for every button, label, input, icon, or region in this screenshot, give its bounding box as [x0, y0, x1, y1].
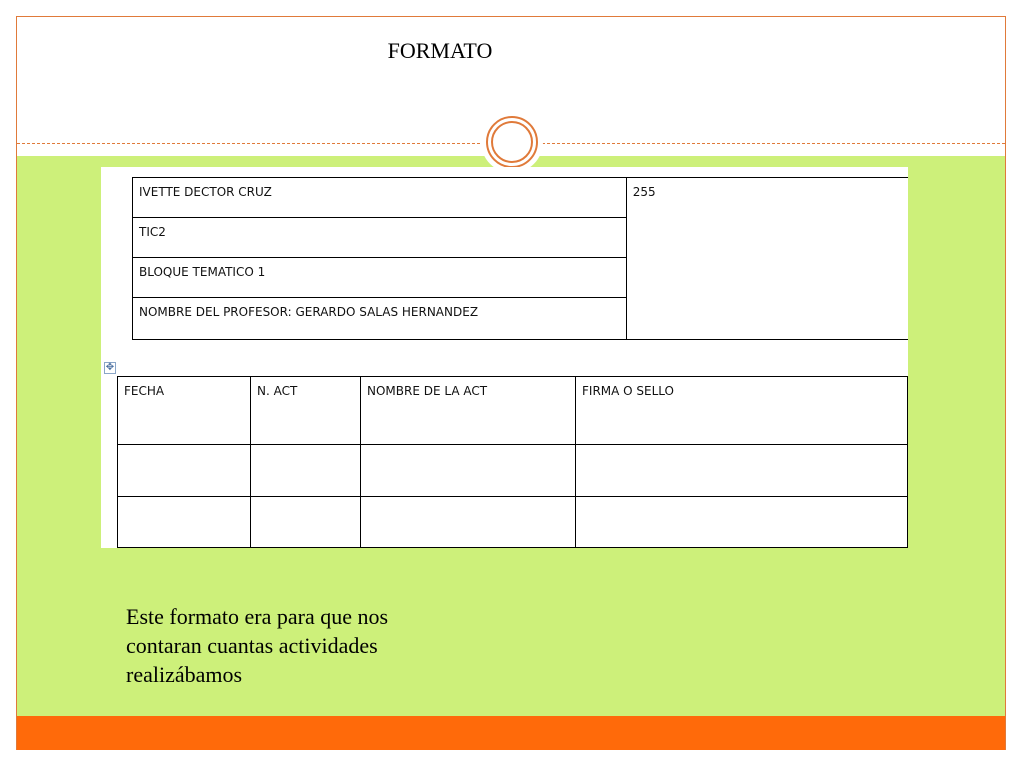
- table-cell: [251, 445, 361, 497]
- slide-caption: Este formato era para que nos contaran cuantas actividades realizábamos: [126, 604, 389, 687]
- column-header: NOMBRE DE LA ACT: [361, 377, 576, 445]
- table-cell: [576, 497, 908, 548]
- table-cell: [576, 445, 908, 497]
- column-header: N. ACT: [251, 377, 361, 445]
- ornament-inner-ring: [491, 121, 533, 163]
- table-cell: [361, 497, 576, 548]
- slide-title: FORMATO: [387, 38, 493, 63]
- block-cell: BLOQUE TEMATICO 1: [133, 258, 627, 298]
- subject-cell: TIC2: [133, 218, 627, 258]
- table-cell: [118, 445, 251, 497]
- student-number-cell: 255: [626, 178, 908, 340]
- student-name-cell: IVETTE DECTOR CRUZ: [133, 178, 627, 218]
- footer-bar: [17, 716, 1005, 750]
- table-row: [118, 445, 908, 497]
- move-icon[interactable]: ✥: [105, 362, 115, 373]
- student-info-table: [132, 177, 908, 340]
- table-row: [118, 497, 908, 548]
- teacher-cell: NOMBRE DEL PROFESOR: GERARDO SALAS HERNANDEZ: [133, 298, 627, 340]
- column-header: FIRMA O SELLO: [576, 377, 908, 445]
- document-image: [101, 167, 908, 548]
- table-cell: [361, 445, 576, 497]
- table-cell: [118, 497, 251, 548]
- table-cell: [251, 497, 361, 548]
- column-header: FECHA: [118, 377, 251, 445]
- activity-table: [117, 376, 908, 548]
